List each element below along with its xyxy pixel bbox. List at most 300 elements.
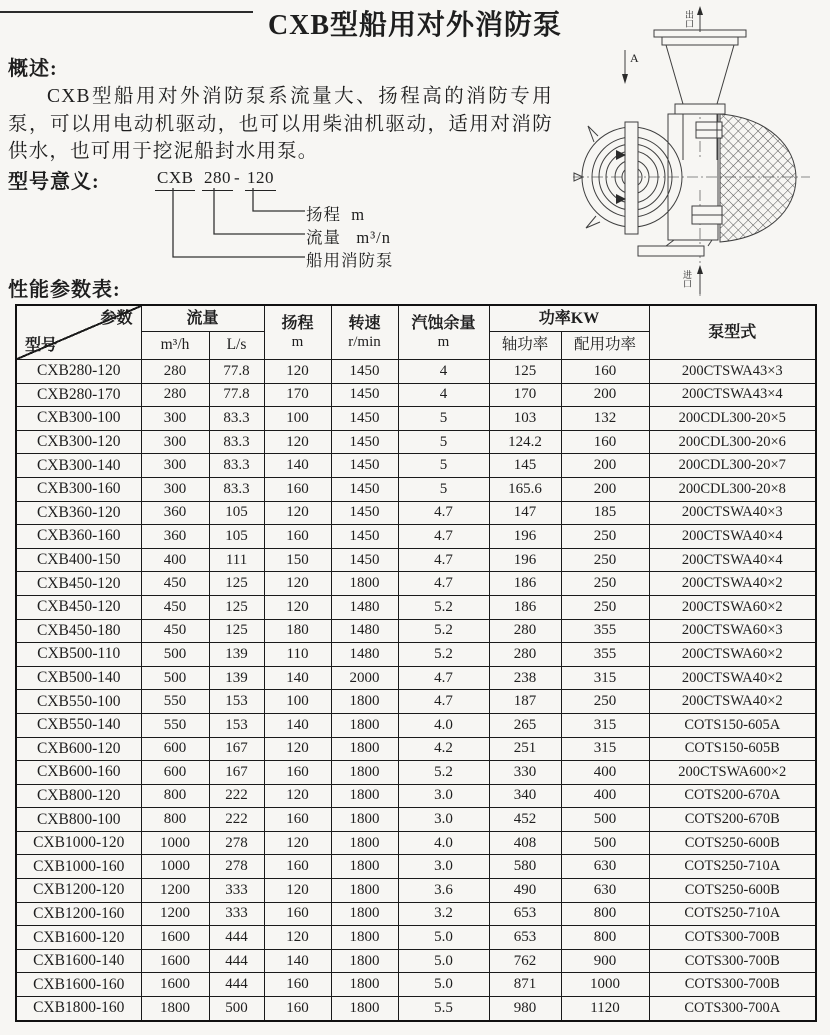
table-row (16, 383, 816, 407)
table-cell: 450 (141, 619, 209, 643)
performance-table (15, 304, 817, 1022)
table-cell: 280 (489, 643, 561, 667)
table-cell: CXB1000-120 (16, 831, 141, 855)
table-cell: CXB600-120 (16, 737, 141, 761)
table-row (16, 973, 816, 997)
table-cell: 5.0 (398, 973, 489, 997)
table-cell: 5.0 (398, 949, 489, 973)
table-cell: CXB1600-160 (16, 973, 141, 997)
table-cell: 500 (141, 643, 209, 667)
table-cell: 140 (264, 713, 331, 737)
table-cell: 444 (209, 973, 264, 997)
table-cell: 1800 (331, 737, 398, 761)
table-cell: 1800 (331, 997, 398, 1021)
table-cell: 200CTSWA40×2 (649, 690, 816, 714)
table-cell: 3.2 (398, 902, 489, 926)
table-cell: 1480 (331, 619, 398, 643)
model-code-head: 120 (245, 168, 276, 191)
table-cell: 100 (264, 690, 331, 714)
table-cell: 500 (209, 997, 264, 1021)
table-cell: 165.6 (489, 477, 561, 501)
table-cell: 139 (209, 666, 264, 690)
table-cell: 200CTSWA60×2 (649, 643, 816, 667)
table-cell: 300 (141, 477, 209, 501)
table-cell: CXB300-100 (16, 407, 141, 431)
table-body (16, 360, 816, 1021)
table-row (16, 548, 816, 572)
table-cell: 1450 (331, 525, 398, 549)
table-cell: 105 (209, 525, 264, 549)
table-row (16, 949, 816, 973)
table-row (16, 997, 816, 1021)
col-header-flow-m3h: m³/h (141, 332, 209, 360)
table-cell: 120 (264, 360, 331, 384)
table-cell: 355 (561, 619, 649, 643)
table-cell: 4.7 (398, 666, 489, 690)
table-cell: 1800 (331, 761, 398, 785)
table-cell: CXB400-150 (16, 548, 141, 572)
col-header-power-rated: 配用功率 (561, 332, 649, 360)
table-cell: 147 (489, 501, 561, 525)
table-row (16, 855, 816, 879)
table-cell: 124.2 (489, 430, 561, 454)
table-cell: 4.0 (398, 713, 489, 737)
table-cell: 83.3 (209, 454, 264, 478)
table-cell: 167 (209, 737, 264, 761)
table-cell: 550 (141, 690, 209, 714)
col-header-flow-ls: L/s (209, 332, 264, 360)
table-cell: 77.8 (209, 383, 264, 407)
table-cell: 333 (209, 902, 264, 926)
table-cell: 1800 (331, 973, 398, 997)
table-cell: 196 (489, 525, 561, 549)
table-cell: 200CTSWA60×3 (649, 619, 816, 643)
table-cell: 550 (141, 713, 209, 737)
table-cell: 600 (141, 737, 209, 761)
table-cell: 278 (209, 855, 264, 879)
table-cell: 140 (264, 949, 331, 973)
table-cell: 4.7 (398, 572, 489, 596)
model-diagram-lines (150, 187, 320, 267)
table-row (16, 572, 816, 596)
table-cell: 5 (398, 430, 489, 454)
table-cell: 1000 (141, 831, 209, 855)
table-cell: 500 (141, 666, 209, 690)
table-cell: 300 (141, 454, 209, 478)
table-row (16, 926, 816, 950)
table-cell: 200CDL300-20×8 (649, 477, 816, 501)
corner-label-parameter: 参数 (100, 310, 133, 327)
corner-label-model: 型号 (25, 336, 58, 354)
table-row (16, 360, 816, 384)
table-cell: 200CTSWA43×3 (649, 360, 816, 384)
table-cell: 186 (489, 572, 561, 596)
model-meaning-heading: 型号意义: (8, 171, 100, 193)
table-row (16, 784, 816, 808)
table-row (16, 737, 816, 761)
table-cell: 3.0 (398, 855, 489, 879)
table-cell: 800 (561, 902, 649, 926)
table-cell: 3.6 (398, 879, 489, 903)
table-cell: 160 (561, 360, 649, 384)
table-cell: 1450 (331, 454, 398, 478)
table-cell: CXB1000-160 (16, 855, 141, 879)
table-cell: 1450 (331, 360, 398, 384)
model-code-prefix: CXB (155, 168, 195, 191)
table-cell: 400 (561, 761, 649, 785)
col-header-head: 扬程 m (264, 305, 331, 360)
col-header-power-group: 功率KW (489, 305, 649, 332)
crosshatch-dome (720, 114, 796, 242)
table-cell: 105 (209, 501, 264, 525)
table-cell: 580 (489, 855, 561, 879)
diagram-label-pump: 船用消防泵 (306, 251, 394, 270)
table-cell: 200CTSWA43×4 (649, 383, 816, 407)
table-cell: 250 (561, 595, 649, 619)
table-cell: 125 (209, 572, 264, 596)
col-header-power-shaft: 轴功率 (489, 332, 561, 360)
table-cell: COTS200-670B (649, 808, 816, 832)
table-cell: 1800 (331, 713, 398, 737)
table-cell: 160 (264, 477, 331, 501)
table-cell: 1800 (331, 855, 398, 879)
table-cell: CXB1800-160 (16, 997, 141, 1021)
table-cell: 200CTSWA40×4 (649, 548, 816, 572)
table-cell: 170 (489, 383, 561, 407)
outlet-label: 出口 (684, 10, 694, 28)
table-row (16, 619, 816, 643)
table-row (16, 690, 816, 714)
table-cell: 4.7 (398, 501, 489, 525)
table-cell: 250 (561, 690, 649, 714)
table-cell: 251 (489, 737, 561, 761)
diagram-label-flow: 流量 m³/n (306, 228, 391, 247)
table-cell: 340 (489, 784, 561, 808)
table-cell: CXB450-120 (16, 572, 141, 596)
table-cell: 125 (489, 360, 561, 384)
table-cell: 4.0 (398, 831, 489, 855)
table-cell: 200 (561, 454, 649, 478)
table-cell: 1480 (331, 643, 398, 667)
table-cell: COTS300-700B (649, 949, 816, 973)
col-header-pump-type: 泵型式 (649, 305, 816, 360)
model-code-separator: - (234, 168, 240, 187)
table-cell: 83.3 (209, 477, 264, 501)
table-cell: 1800 (331, 926, 398, 950)
table-cell: 762 (489, 949, 561, 973)
table-cell: 333 (209, 879, 264, 903)
table-cell: 4.7 (398, 690, 489, 714)
table-cell: 1450 (331, 548, 398, 572)
table-cell: 196 (489, 548, 561, 572)
table-cell: CXB550-140 (16, 713, 141, 737)
table-cell: 200CTSWA40×4 (649, 525, 816, 549)
table-cell: 490 (489, 879, 561, 903)
table-cell: 1480 (331, 595, 398, 619)
table-cell: 5.2 (398, 595, 489, 619)
table-row (16, 831, 816, 855)
table-cell: CXB300-120 (16, 430, 141, 454)
table-cell: CXB800-100 (16, 808, 141, 832)
table-row (16, 879, 816, 903)
table-cell: 1000 (141, 855, 209, 879)
table-cell: 1450 (331, 383, 398, 407)
table-cell: 120 (264, 784, 331, 808)
pump-drawing (570, 2, 826, 300)
table-cell: CXB1200-120 (16, 879, 141, 903)
table-row (16, 525, 816, 549)
table-cell: COTS250-710A (649, 902, 816, 926)
model-code-flow: 280 (202, 168, 233, 191)
outlet-arrow-icon (697, 6, 703, 32)
table-cell: 111 (209, 548, 264, 572)
table-cell: 444 (209, 926, 264, 950)
table-cell: 315 (561, 737, 649, 761)
table-cell: 5 (398, 454, 489, 478)
table-cell: 330 (489, 761, 561, 785)
table-cell: 120 (264, 595, 331, 619)
table-cell: 1600 (141, 949, 209, 973)
table-row (16, 902, 816, 926)
table-cell: 160 (264, 855, 331, 879)
table-cell: 4.7 (398, 548, 489, 572)
table-cell: 300 (141, 430, 209, 454)
overview-heading: 概述: (8, 58, 58, 80)
inlet-arrow-icon (697, 265, 703, 294)
table-cell: 153 (209, 690, 264, 714)
table-row (16, 808, 816, 832)
performance-table-heading: 性能参数表: (8, 279, 121, 301)
table-cell: 200CTSWA40×2 (649, 666, 816, 690)
table-cell: 5.5 (398, 997, 489, 1021)
table-cell: 800 (141, 784, 209, 808)
table-cell: CXB1600-120 (16, 926, 141, 950)
section-a-label: A (630, 51, 639, 65)
table-cell: 185 (561, 501, 649, 525)
table-cell: COTS250-600B (649, 879, 816, 903)
table-cell: COTS250-600B (649, 831, 816, 855)
table-cell: 103 (489, 407, 561, 431)
table-cell: 653 (489, 902, 561, 926)
table-cell: COTS300-700B (649, 973, 816, 997)
table-cell: 800 (561, 926, 649, 950)
table-cell: 160 (264, 808, 331, 832)
table-cell: 200CTSWA40×2 (649, 572, 816, 596)
table-cell: 120 (264, 879, 331, 903)
table-cell: CXB360-120 (16, 501, 141, 525)
table-cell: 5 (398, 407, 489, 431)
table-cell: CXB500-110 (16, 643, 141, 667)
table-cell: 600 (141, 761, 209, 785)
col-header-flow-group: 流量 (141, 305, 264, 332)
table-cell: 250 (561, 548, 649, 572)
table-cell: 160 (264, 902, 331, 926)
table-cell: 450 (141, 595, 209, 619)
table-cell: 120 (264, 737, 331, 761)
table-cell: 500 (561, 831, 649, 855)
table-cell: 1800 (331, 831, 398, 855)
page-title: CXB型船用对外消防泵 (267, 10, 563, 41)
table-cell: 408 (489, 831, 561, 855)
table-cell: 5.2 (398, 761, 489, 785)
table-cell: 238 (489, 666, 561, 690)
table-cell: 5.0 (398, 926, 489, 950)
table-cell: 153 (209, 713, 264, 737)
table-cell: 1450 (331, 477, 398, 501)
table-cell: COTS300-700A (649, 997, 816, 1021)
table-cell: 250 (561, 572, 649, 596)
table-cell: 222 (209, 784, 264, 808)
table-cell: 4.2 (398, 737, 489, 761)
table-cell: 187 (489, 690, 561, 714)
table-cell: 1120 (561, 997, 649, 1021)
table-row (16, 643, 816, 667)
table-cell: 1600 (141, 973, 209, 997)
table-cell: CXB300-140 (16, 454, 141, 478)
table-cell: 1800 (331, 902, 398, 926)
table-cell: 160 (264, 761, 331, 785)
table-cell: 1600 (141, 926, 209, 950)
table-cell: 4.7 (398, 525, 489, 549)
table-cell: 200 (561, 383, 649, 407)
table-cell: 110 (264, 643, 331, 667)
table-cell: 315 (561, 713, 649, 737)
diagram-label-head: 扬程 m (306, 205, 366, 224)
table-cell: CXB280-170 (16, 383, 141, 407)
table-cell: 140 (264, 454, 331, 478)
table-cell: 1450 (331, 407, 398, 431)
overview-paragraph: CXB型船用对外消防泵系流量大、扬程高的消防专用泵，可以用电动机驱动，也可以用柴油机驱动，适用对消防供水，也可用于挖泥船封水用泵。 (8, 86, 553, 162)
table-cell: 355 (561, 643, 649, 667)
table-cell: 3.0 (398, 808, 489, 832)
table-cell: CXB450-120 (16, 595, 141, 619)
table-cell: 871 (489, 973, 561, 997)
table-cell: 980 (489, 997, 561, 1021)
table-cell: 1200 (141, 879, 209, 903)
table-cell: 5 (398, 477, 489, 501)
table-cell: 452 (489, 808, 561, 832)
table-cell: 160 (264, 997, 331, 1021)
table-row (16, 454, 816, 478)
table-cell: 900 (561, 949, 649, 973)
table-cell: COTS300-700B (649, 926, 816, 950)
table-cell: 280 (141, 360, 209, 384)
table-cell: 400 (141, 548, 209, 572)
table-cell: COTS150-605A (649, 713, 816, 737)
table-cell: 167 (209, 761, 264, 785)
table-cell: 160 (264, 525, 331, 549)
table-cell: CXB450-180 (16, 619, 141, 643)
table-cell: 200CTSWA60×2 (649, 595, 816, 619)
table-cell: 5.2 (398, 619, 489, 643)
table-row (16, 666, 816, 690)
table-cell: 300 (141, 407, 209, 431)
table-cell: 800 (141, 808, 209, 832)
table-cell: 200CTSWA600×2 (649, 761, 816, 785)
table-row (16, 477, 816, 501)
table-cell: 280 (489, 619, 561, 643)
table-cell: CXB600-160 (16, 761, 141, 785)
table-cell: 1800 (331, 949, 398, 973)
table-cell: 77.8 (209, 360, 264, 384)
col-header-npsh: 汽蚀余量 m (398, 305, 489, 360)
table-cell: 120 (264, 430, 331, 454)
table-cell: 120 (264, 501, 331, 525)
table-cell: 360 (141, 501, 209, 525)
table-cell: 160 (264, 973, 331, 997)
table-cell: 1800 (331, 690, 398, 714)
table-cell: 200CTSWA40×3 (649, 501, 816, 525)
table-cell: COTS200-670A (649, 784, 816, 808)
table-cell: 120 (264, 926, 331, 950)
table-row (16, 713, 816, 737)
table-cell: 4 (398, 360, 489, 384)
table-row (16, 430, 816, 454)
table-cell: 139 (209, 643, 264, 667)
table-cell: 1800 (141, 997, 209, 1021)
table-cell: 160 (561, 430, 649, 454)
table-cell: 1800 (331, 879, 398, 903)
table-cell: 120 (264, 831, 331, 855)
table-cell: 1800 (331, 808, 398, 832)
table-cell: CXB360-160 (16, 525, 141, 549)
table-cell: 630 (561, 879, 649, 903)
table-cell: 83.3 (209, 407, 264, 431)
table-cell: 145 (489, 454, 561, 478)
table-cell: 1800 (331, 572, 398, 596)
table-cell: 1450 (331, 430, 398, 454)
table-cell: 180 (264, 619, 331, 643)
table-cell: 3.0 (398, 784, 489, 808)
table-cell: 125 (209, 595, 264, 619)
table-cell: 444 (209, 949, 264, 973)
table-cell: CXB300-160 (16, 477, 141, 501)
col-header-speed: 转速 r/min (331, 305, 398, 360)
table-cell: 125 (209, 619, 264, 643)
table-cell: 222 (209, 808, 264, 832)
table-cell: 186 (489, 595, 561, 619)
table-cell: 653 (489, 926, 561, 950)
table-cell: 100 (264, 407, 331, 431)
section-a-arrow-icon (622, 50, 628, 84)
table-cell: 280 (141, 383, 209, 407)
table-cell: 4 (398, 383, 489, 407)
table-cell: 200CDL300-20×7 (649, 454, 816, 478)
table-cell: CXB280-120 (16, 360, 141, 384)
table-cell: 120 (264, 572, 331, 596)
table-cell: 250 (561, 525, 649, 549)
table-cell: 1450 (331, 501, 398, 525)
table-cell: COTS250-710A (649, 855, 816, 879)
table-row (16, 595, 816, 619)
table-cell: 278 (209, 831, 264, 855)
table-cell: COTS150-605B (649, 737, 816, 761)
table-row (16, 761, 816, 785)
table-cell: 1200 (141, 902, 209, 926)
table-row (16, 501, 816, 525)
table-cell: 360 (141, 525, 209, 549)
table-cell: 630 (561, 855, 649, 879)
table-cell: 400 (561, 784, 649, 808)
table-cell: 200CDL300-20×5 (649, 407, 816, 431)
table-cell: 315 (561, 666, 649, 690)
table-cell: CXB800-120 (16, 784, 141, 808)
table-cell: 83.3 (209, 430, 264, 454)
table-cell: 265 (489, 713, 561, 737)
inlet-label: 进口 (682, 270, 692, 288)
table-cell: 200CDL300-20×6 (649, 430, 816, 454)
table-cell: 140 (264, 666, 331, 690)
